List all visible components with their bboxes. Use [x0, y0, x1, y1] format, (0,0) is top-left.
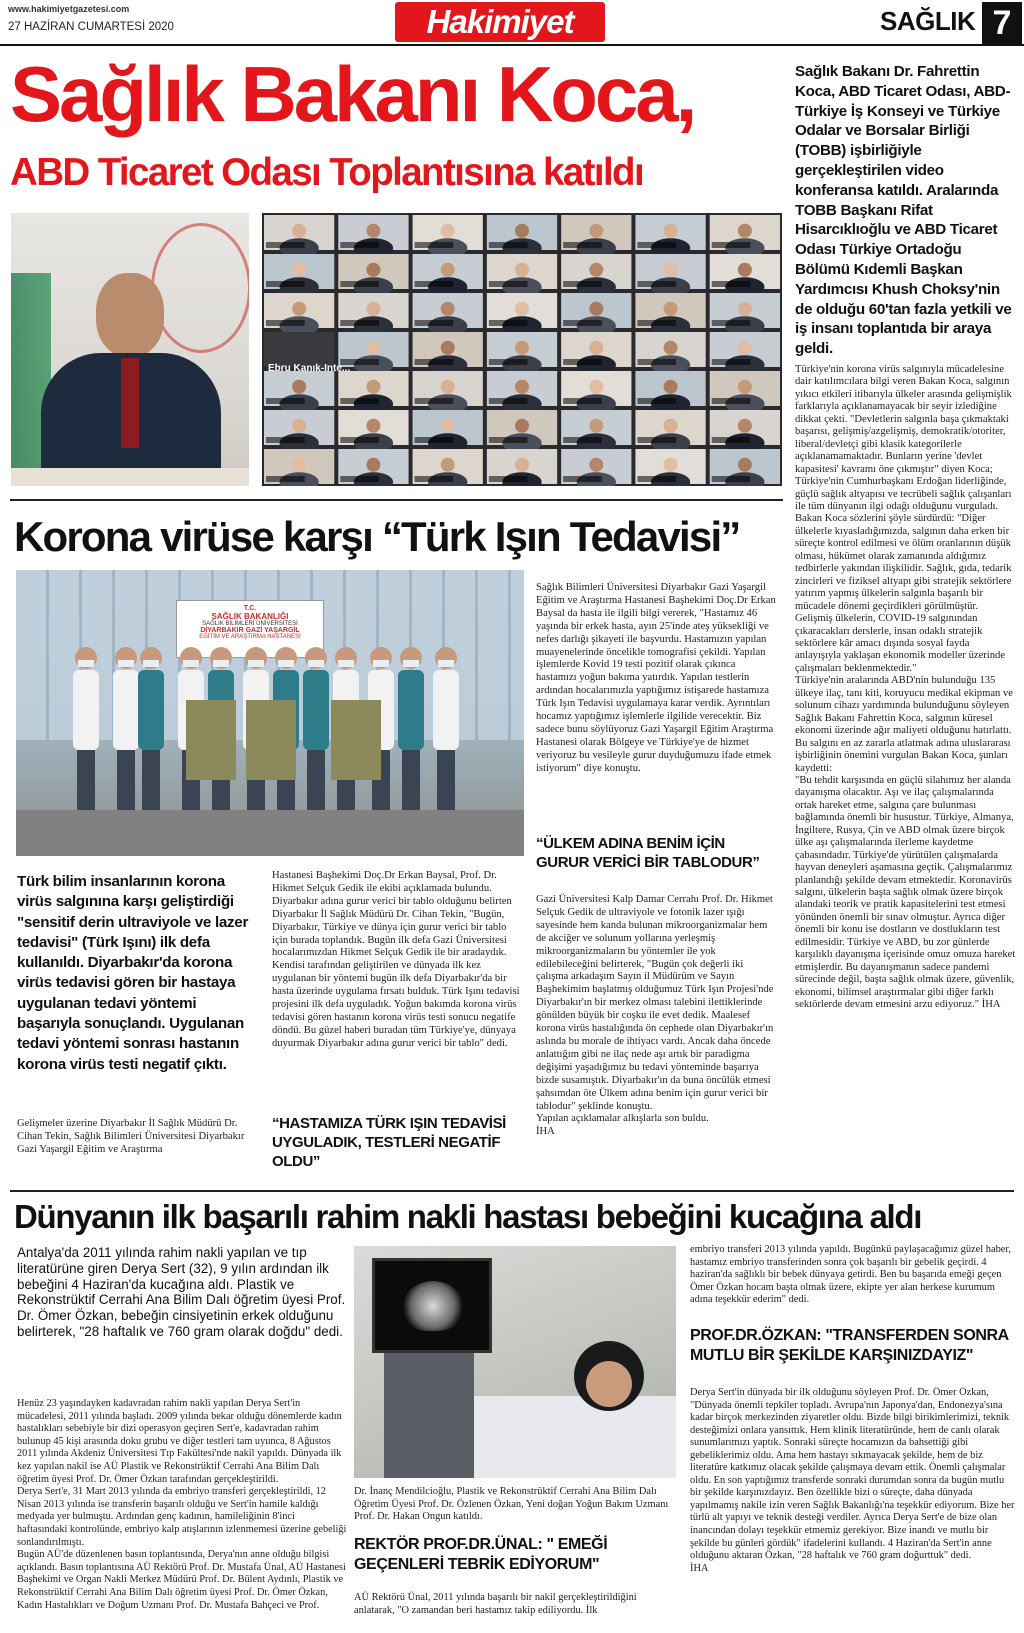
page-number-box [982, 2, 1022, 44]
article3-col3-body-top: embriyo transferi 2013 yılında yapıldı. Bugünkü paylaşacağımız güzel haber, hastamız embriyo transferinden sonra çok başarılı bir gebelik geçirdi. 4 haziran'da sağlıklı bir bebek dünyaya getirdi. Ben bu başarıda emeği geçen Ömer Özkan hocam başta olmak üzere, ekipte yer alan herkese kurumum adına teşekkür ederim" dedi. [690, 1244, 1012, 1306]
participant-name-bar [266, 242, 305, 248]
participant-head [738, 380, 752, 394]
name-tag: Ebru Kanık-Inte... [268, 363, 351, 374]
emblem-graphic [151, 223, 249, 353]
participant-name-bar [340, 242, 379, 248]
staff-mask [338, 660, 354, 667]
participant-head [589, 419, 603, 433]
participant-name-bar [712, 359, 751, 365]
staff-body [138, 670, 164, 750]
article2-col3-body-top: Sağlık Bilimleri Üniversitesi Diyarbakır Gazi Yaşargil Eğitim ve Araştırma Hastanesi Başhekimi Doç.Dr Erkan Baysal da hasta ile ilgili bilgi vererek, "Hastamız 46 yaşında bir erkek hasta, ayın 25'inde ateş yüksekliği ve nefes darlığı şikayeti ile başvurdu. Hastamızın yapılan muayenelerinde öncelikle tomografisi çekildi. Yapılan işlemlerde Kovid 19 testi pozitif olarak çıkınca hastamızı yoğun bakıma yatırdık. Yapılan testlerin ardından hocalarımızla yaptığımız istişarede hastamıza Türk Işın Tedavisi uygulamaya karar verdik. Ayrıntıları hocamız yaptığımız işlemlerle ilgilide verecektir. Biz sadece bunu söylüyoruz Gazi Yaşargil Eğitim Araştırma Hastanesi olarak Bölgeye ve Türkiye'ye de hizmet veriyoruz bu vesileyle gurur duyduğumuzu ifade etmek istiyorum" diye konuştu. [536, 582, 776, 774]
staff-legs [117, 750, 135, 810]
participant-name-bar [415, 476, 454, 482]
participant-name-bar [563, 281, 602, 287]
participant-head [515, 302, 529, 316]
participant-name-bar [563, 398, 602, 404]
staff-mask [183, 660, 199, 667]
video-conference-photo [262, 213, 782, 486]
participant-head [292, 263, 306, 277]
photo-caption: Dr. İnanç Mendilcioğlu, Plastik ve Rekonstrüktif Cerrahi Ana Bilim Dalı Öğretim Üyesi Prof. Dr. Özlenen Özkan, Yeni doğan Yoğun Bakım Uzmanı Prof. Dr. Hakan Ongun katıldı. [354, 1486, 669, 1523]
staff-mask [308, 660, 324, 667]
participant-name-bar [563, 320, 602, 326]
participant-name-bar [340, 398, 379, 404]
participant-head [441, 302, 455, 316]
participant-name-bar [563, 242, 602, 248]
sign-line1: T.C. [243, 605, 257, 612]
staff-legs [77, 750, 95, 810]
participant-name-bar [712, 242, 751, 248]
participant-name-bar [340, 320, 379, 326]
participant-name-bar [415, 320, 454, 326]
bed-sheet [474, 1396, 676, 1478]
article-separator [10, 499, 783, 501]
staff-legs [307, 750, 325, 810]
participant-head [589, 224, 603, 238]
participant-name-bar [266, 398, 305, 404]
participant-head [515, 380, 529, 394]
participant-name-bar [415, 359, 454, 365]
participant-name-bar [340, 281, 379, 287]
podium-table [246, 700, 296, 780]
ultrasound-image [403, 1281, 463, 1331]
staff-legs [142, 750, 160, 810]
staff-body [433, 670, 459, 750]
staff-mask [403, 660, 419, 667]
participant-head [664, 302, 678, 316]
website-url[interactable]: www.hakimiyetgazetesi.com [8, 4, 130, 14]
article1-headline-line2: ABD Ticaret Odası Toplantısına katıldı [10, 151, 644, 194]
participant-head [441, 458, 455, 472]
participant-name-bar [266, 476, 305, 482]
article3-subhead-right: PROF.DR.ÖZKAN: "TRANSFERDEN SONRA MUTLU BİR ŞEKİLDE KARŞINIZDAYIZ" [690, 1327, 1009, 1364]
article3-col2-body: AÜ Rektörü Ünal, 2011 yılında başarılı bir nakil gerçekleştirildiğini anlatarak, "O zamandan beri hastamız takip ediliyordu. İlk [354, 1592, 637, 1616]
staff-mask [213, 660, 229, 667]
participant-head [366, 302, 380, 316]
participant-name-bar [637, 242, 676, 248]
article1-headline-line1: Sağlık Bakanı Koca, [10, 50, 695, 138]
participant-name-bar [637, 281, 676, 287]
participant-name-bar [266, 281, 305, 287]
staff-legs [437, 750, 455, 810]
participant-name-bar [266, 437, 305, 443]
participant-head [292, 224, 306, 238]
participant-head [366, 458, 380, 472]
page-number: 7 [992, 4, 1012, 42]
participant-head [738, 263, 752, 277]
staff-mask [278, 660, 294, 667]
participant-name-bar [712, 398, 751, 404]
participant-head [366, 380, 380, 394]
participant-head [441, 341, 455, 355]
participant-head [292, 380, 306, 394]
participant-head [589, 263, 603, 277]
staff-mask [78, 660, 94, 667]
ultrasound-photo [354, 1246, 676, 1478]
article2-lead: Türk bilim insanlarının korona virüs salgınına karşı geliştirdiği "sensitif derin ultraviyole ve lazer tedavisi" (Türk Işını) ilk defa kullanıldı. Diyarbakır'da korona virüs tedavisi gören bir hastaya uygulanan tedavi yöntemi başarıyla sonuçlandı. Uygulanan tedavi yöntemi sonrası hastanın korona virüs testi negatif çıktı. [17, 873, 249, 1073]
participant-head [664, 263, 678, 277]
video-tile [264, 332, 334, 367]
participant-head [589, 302, 603, 316]
participant-name-bar [489, 398, 528, 404]
staff-body [303, 670, 329, 750]
participant-name-bar [266, 320, 305, 326]
article2-col3-body-bottom: Gazi Üniversitesi Kalp Damar Cerrahı Prof. Dr. Hikmet Selçuk Gedik de ultraviyole ve fotonik lazer ışığı sayesinde hem kanda bulunan mikroorganizmalar hem de akciğer ve solunum yollarına yerleşmiş mikroorganizmaların bu yöntemler ile yok edilebileceğini belirterek, "Bugün çok değerli iki çalışma arkadaşım Sayın il Müdürüm ve Sayın Başhekimim başlatmış olduğumuz Türk Işın Projesi'nde Diyarbakır'ın bir merkez olması talebini ilettiklerinde gönülden büyük bir coşku ile evet dedik. Maalesef korona virüs hastalığında ön cephede olan Diyarbakır'ın aslında bu morale de ihtiyacı vardı. Ancak daha öncede anlattığım gibi ne ilaç nede aşı artık bir paradigma değişimi yaşadığımız bu tedavi yönteminde başarıya bizde susamıştık. Diyarbakır'ın da buna öncülük etmesi şahsımdan öte Ülkem adına benim için gurur verici bir tablodur" şeklinde konuştu. Yapılan açıklamalar alkışlarla son buldu. İHA [536, 894, 774, 1138]
participant-head [441, 380, 455, 394]
staff-mask [373, 660, 389, 667]
section-name: SAĞLIK [880, 6, 976, 36]
sign-line2: SAĞLIK BAKANLIĞI [211, 612, 289, 621]
desk [11, 468, 249, 486]
participant-name-bar [563, 437, 602, 443]
participant-name-bar [415, 437, 454, 443]
participant-head [292, 419, 306, 433]
participant-head [589, 380, 603, 394]
participant-name-bar [415, 281, 454, 287]
staff-mask [438, 660, 454, 667]
participant-name-bar [489, 476, 528, 482]
equipment-cart [384, 1353, 474, 1478]
participant-name-bar [712, 320, 751, 326]
people-group [16, 570, 524, 856]
participant-head [515, 341, 529, 355]
article2-subhead2: “ÜLKEM ADINA BENİM İÇİN GURUR VERİCİ BİR TABLODUR” [536, 835, 760, 871]
article2-headline: Korona virüse karşı “Türk Işın Tedavisi” [14, 513, 740, 560]
article1-body: Türkiye'nin korona virüs salgınıyla mücadelesine dair katılımcılara bilgi veren Bakan Koca, salgının yıkıcı etkileri itibarıyla ülkeler arasında gelişmişlik farklarıyla açıklanamayacak bir seyir izlediğine dikkat çekti. "Devletlerin salgınla başa çıkmaktaki başarısı, gelişmiş/azgelişmiş, demokratik/otoriter, liberal/devletçi gibi klasik kategorilerle açıklanamamaktadır. Bunların yerine 'devlet kapasitesi' kavramı öne çıkmıştır" diyen Koca; Türkiye'nin Cumhurbaşkanı Erdoğan liderliğinde, güçlü sağlık altyapısı ve tecrübeli sağlık çalışanları ile tüm dünyanın ilgi odağı olduğunu vurguladı. Bakan Koca sözlerini şöyle sürdürdü: "Diğer ülkelerle kıyasladığımızda, salgının daha erken bir süreçte kontrol edilmesi ve ölüm oranlarının düşük olması, hükümet olarak zamanında aldığımız tedbirlerle yakından ilişkilidir. Sağlık, gıda, tedarik zincirleri ve fiziksel altyapı gibi stratejik sektörlere yatırım yapmış ülkelerin salgınla başarılı bir mücadele dönemi geçirdikleri görülmüştür. Gelişmiş ülkelerin, COVID-19 salgınından çıkaracakları derslerle, insan odaklı stratejik sektörlere kâr amacı dışında sosyal fayda anlayışıyla yaklaşan ekonomik modeller üzerinde çalışmaları beklenmektedir." Türkiye'nin aralarında ABD'nin bulunduğu 135 ülkeye ilaç, tanı kiti, koruyucu medikal ekipman ve solunum cihazı yardımında bulunduğunu söyleyen Sağlık Bakanı Fahrettin Koca, salgının küresel ekonomi üzerinde ağır maliyeti olduğunu hatırlattı. Bu salgını en az zararla atlatmak adına uluslararası işbirliğinin önemini vurgulan Bakan Koca, şunları kaydetti: "Bu tehdit karşısında en güçlü silahımız her alanda dayanışma olacaktır. Aşı ve ilaç çalışmalarında ortak hareket etme, salgına çare bulunması bağlamında önemli bir husustur. Türkiye, Almanya, İngiltere, Rusya, Çin ve ABD olmak üzere birçok ülke aşı çalışmalarında ilerleme kaydetme çabasındadır. Türkiye'de yürütülen çalışmalarda hayvan deneyleri aşamasına geçtik. Çalışmalarımız planlandığı şekilde devam etmektedir. Koronavirüs salgını, ülkelerin başta sağlık olmak üzere birçok alandaki teorik ve pratik kapasitelerini test etmesi yönünden önemli bir sınav olmuştur. Ayrıca diğer önemli bir konu ise dostların ve dostlukların test edilmesidir. Türkiye ve ABD, bu zor günlerde karşılıklı dayanışma içerisinde omuz omuza hareket etmişlerdir. Bu dayanışmanın sadece pandemi sürecinde değil, başta sağlık olmak üzere, güvenlik, ekonomi, bilimsel araştırmalar gibi diğer farklı sektörlerde devam etmesini arzu ediyoruz." İHA [795, 364, 1016, 1011]
participant-name-bar [489, 281, 528, 287]
article2-col2-body: Hastanesi Başhekimi Doç.Dr Erkan Baysal, Prof. Dr. Hikmet Selçuk Gedik ile ekibi açıklamada bulundu. Diyarbakır adına gurur verici bir tablo olduğunu belirten Diyarbakır İl Sağlık Müdürü Dr. Cihan Tekin, "Bugün, Diyarbakır, Türkiye ve dünya için gurur verici bir tablo için burada toplandık. Bugün ilk defa Gazi Üniversitesi hocalarımızdan Hikmet Selçuk Gedik ile bir aradaydık. Kendisi tarafından geliştirilen ve dünyada ilk kez uygulanan bir yöntemi bugün ilk defa Diyarbakır'da bir hasta üzerinde uygulama fırsatı bulduk. Türk Işını tedavisi projesini ilk defa uyguladık. Yoğun bakımda korona virüs tedavisi gören hastanın korona virüs testi sonucu negatife döndü. Bu güzel haberi buradan tüm Türkiye'ye, dünyaya duyurmak Diyarbakır adına gurur verici bir tablo" dedi. [272, 870, 520, 1049]
participant-name-bar [340, 476, 379, 482]
staff-mask [118, 660, 134, 667]
participant-head [738, 302, 752, 316]
logo [395, 2, 605, 42]
participant-head [738, 458, 752, 472]
participant-head [366, 341, 380, 355]
person-tie [121, 358, 139, 448]
hospital-photo [16, 570, 524, 856]
participant-name-bar [712, 437, 751, 443]
staff-body [73, 670, 99, 750]
podium-table [186, 700, 236, 780]
staff-body [398, 670, 424, 750]
article3-headline: Dünyanın ilk başarılı rahim nakli hastası bebeğini kucağına aldı [14, 1198, 922, 1235]
participant-name-bar [415, 242, 454, 248]
article3-col1-body: Henüz 23 yaşındayken kadavradan rahim nakli yapılan Derya Sert'in mücadelesi, 2011 yılında başladı. 2009 yılında bekar olduğu dönemlerde kadın hastalıkları sebebiyle bir dizi operasyon geçiren Sert'e, kadavradan rahim bulunup 45 kişi arasında doku grubu ve diğer testleri tam uyunca, 8 Ağustos 2011 yılında Akdeniz Üniversitesi Tıp Fakültesi'nde nakil yapıldı. Dünyada ilk kez yapılan nakil ise AÜ Plastik ve Rekonstrüktif Cerrahi Ana Bilim Dalı öğretim üyesi Prof. Dr. Ömer Özkan tarafından gerçekleştirildi. Derya Sert'e, 31 Mart 2013 yılında da embriyo transferi gerçekleştirildi, 12 Nisan 2013 yılında ise transferin başarılı olduğu ve Sert'in hamile kaldığı medyada yer bulmuştu. Ardından genç kadının, hamileliğinin 8'inci haftasındaki kontrolünde, embriyo kalp atışlarının izlenmemesi üzerine gebeliği sonlandırılmıştı. Bugün AÜ'de düzenlenen basın toplantısında, Derya'nın anne olduğu bilgisi açıklandı. Basın toplantısına AÜ Rektörü Prof. Dr. Mustafa Ünal, AÜ Hastanesi Başhekimi ve Organ Nakli Merkez Müdürü Prof. Dr. Bülent Aydınlı, Plastik ve Rekonstrüktif Cerrahi Ana Bilim Dalı öğretim üyesi Prof. Dr. Ömer Özkan, Kadın Hastalıkları ve Doğum Uzmanı Prof. Dr. Mustafa Bahçeci ve Prof. [17, 1398, 347, 1611]
participant-head [292, 302, 306, 316]
participant-name-bar [563, 359, 602, 365]
participant-head [441, 419, 455, 433]
participant-name-bar [489, 320, 528, 326]
participant-name-bar [637, 398, 676, 404]
participant-head [366, 263, 380, 277]
participant-head [515, 224, 529, 238]
participant-name-bar [712, 476, 751, 482]
participant-name-bar [637, 320, 676, 326]
participant-head [664, 341, 678, 355]
article2-col1-body: Gelişmeler üzerine Diyarbakır İl Sağlık Müdürü Dr. Cihan Tekin, Sağlık Bilimleri Üniversitesi Diyarbakır Gazi Yaşargil Eğitim ve Araştırma [17, 1118, 245, 1155]
participant-head [515, 263, 529, 277]
issue-date: 27 HAZİRAN CUMARTESİ 2020 [8, 21, 174, 33]
participant-head [515, 419, 529, 433]
participant-head [738, 224, 752, 238]
participant-head [664, 224, 678, 238]
article3-col3-body-bottom: Derya Sert'in dünyada bir ilk olduğunu söyleyen Prof. Dr. Ömer Özkan, "Dünyada önemli tepkiler topladı. Avrupa'nın Japonya'dan, Endonezya'sına kadar birçok merkezinden ziyaretler oldu. Bizde bilgi birikimlerimizi, teknik desteğimizi onlara yansıttık. Hem klinik literatüründe, hem de canlı olarak sunumlarımızı yaptık. Sonraki süreçte hocamızın da bahsettiği gibi gebeliklerimiz oldu. Ama hem hastayı sıkmayacak şekilde, hem de biz literatüre katkımız olacak şekilde çalışmaya devam ettik. Önemli çalışmalar oldu. En son yaptığımız transferde sonraki durumdan sonra da bugün mutlu bir şekilde karşınızdayız. Ben özellikle bizi o süreçte, daha dünyada yapılmamış nakile izin veren Sağlık Bakanlığı'na teşekkür ediyorum. Bize her türlü alt yapıyı ve teknik desteği verdiler. Ayrıca Derya Sert'e de bize olan inancından dolayı teşekkür etmemiz gerekiyor. Bize inandı ve mutlu bir şekilde bu günleri gördük" ifadelerini kullandı. 4 Haziran'da Sert'in anne olduğunu aktaran Özkan, "28 haftalık ve 760 gram doğurttuk" dedi. İHA [690, 1387, 1015, 1574]
podium-table [331, 700, 381, 780]
participant-name-bar [340, 437, 379, 443]
participant-name-bar [637, 437, 676, 443]
staff-mask [248, 660, 264, 667]
participant-head [589, 458, 603, 472]
patient-face [586, 1361, 632, 1407]
article3-subhead-mid: REKTÖR PROF.DR.ÜNAL: " EMEĞİ GEÇENLERİ TEBRİK EDİYORUM" [354, 1536, 608, 1573]
participant-name-bar [489, 437, 528, 443]
staff-legs [402, 750, 420, 810]
participant-head [664, 458, 678, 472]
participant-head [664, 380, 678, 394]
sign-line4: DİYARBAKIR GAZİ YAŞARGİL [200, 627, 300, 634]
sign-line5: EĞİTİM VE ARAŞTIRMA HASTANESİ [199, 634, 301, 640]
participant-name-bar [563, 476, 602, 482]
person-head [96, 273, 164, 357]
participant-head [366, 419, 380, 433]
participant-name-bar [489, 242, 528, 248]
participant-name-bar [637, 476, 676, 482]
staff-body [113, 670, 139, 750]
participant-name-bar [637, 359, 676, 365]
article3-lead: Antalya'da 2011 yılında rahim nakli yapılan ve tıp literatürüne giren Derya Sert (32), 9 yılın ardından ilk bebeğini 4 Haziran'da kucağına aldı. Plastik ve Rekonstrüktif Cerrahi Ana Bilim Dalı öğretim üyesi Prof. Dr. Ömer Özkan, bebeğin cinsiyetinin erkek olduğunu belirterek, "28 haftalık ve 760 gram olarak doğdu" dedi. [17, 1245, 346, 1339]
masthead [0, 0, 1024, 46]
participant-head [292, 458, 306, 472]
participant-head [589, 341, 603, 355]
participant-head [738, 341, 752, 355]
participant-head [366, 224, 380, 238]
video-grid [262, 213, 782, 486]
article1-lead: Sağlık Bakanı Dr. Fahrettin Koca, ABD Ticaret Odası, ABD-Türkiye İş Konseyi ve Türkiye Odalar ve Borsalar Birliği (TOBB) işbirliğiyle gerçekleştirilen video konferansa katıldı. Aralarında TOBB Başkanı Rifat Hisarcıklıoğlu ve ABD Ticaret Odası Türkiye Ortadoğu Bölümü Kıdemli Başkan Yardımcısı Khush Choksy'nin de olduğu 60'tan fazla yetkili ve iş insanı toplantıda bir araya geldi. [795, 63, 1012, 358]
participant-head [515, 458, 529, 472]
participant-name-bar [415, 398, 454, 404]
participant-head [738, 419, 752, 433]
minister-photo [11, 213, 249, 486]
sign-line3: SAĞLIK BİLİMLERİ ÜNİVERSİTESİ [202, 621, 298, 627]
participant-name-bar [489, 359, 528, 365]
article2-subhead1: “HASTAMIZA TÜRK IŞIN TEDAVİSİ UYGULADIK, TESTLERİ NEGATİF OLDU” [272, 1115, 506, 1170]
staff-mask [143, 660, 159, 667]
participant-head [441, 224, 455, 238]
logo-text: Hakimiyet [426, 3, 574, 40]
participant-name-bar [712, 281, 751, 287]
participant-head [441, 263, 455, 277]
participant-head [664, 419, 678, 433]
ultrasound-monitor [372, 1258, 492, 1353]
